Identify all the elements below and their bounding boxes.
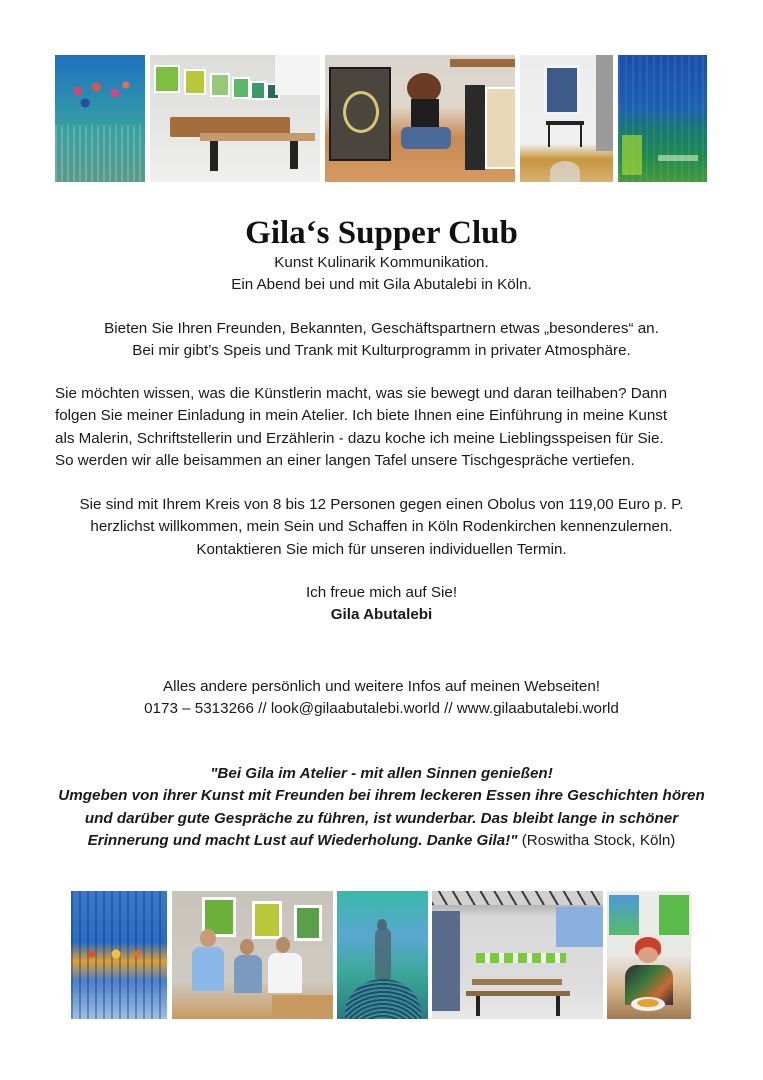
separator: //: [253, 700, 271, 718]
intro-paragraph: [0, 318, 763, 363]
footer-photo-woman-with-drink: [607, 891, 691, 1019]
contact-intro: Alles andere persönlich und weitere Infos auf meinen Webseiten!: [162, 678, 601, 695]
testimonial-line-2: Umgeben von ihrer Kunst mit Freunden bei ihrem leckeren Essen ihre Geschichten hören: [58, 787, 705, 805]
contact-block: [0, 676, 763, 721]
footer-photo-painting-blue-drips: [71, 891, 167, 1019]
footer-photo-painting-figure: [337, 891, 428, 1019]
subtitle-line-2: Ein Abend bei und mit Gila Abutalebi in Köln.: [231, 276, 532, 294]
body-line-4: So werden wir alle beisammen an einer langen Tafel unsere Tischgespräche vertiefen.: [55, 452, 635, 470]
testimonial-attribution: (Roswitha Stock, Köln): [517, 832, 676, 850]
intro-line-1: Bieten Sie Ihren Freunden, Bekannten, Geschäftspartnern etwas „besonderes“ an.: [104, 320, 659, 337]
header-photo-artist-studio: [325, 55, 515, 182]
body-line-3: als Malerin, Schriftstellerin und Erzählerin - dazu koche ich meine Lieblingsspeisen für Sie.: [55, 429, 664, 447]
offer-paragraph: [0, 494, 763, 561]
closing-greeting: Ich freue mich auf Sie!: [305, 584, 458, 601]
subtitle: [0, 252, 763, 297]
subtitle-line-1: Kunst Kulinarik Kommunikation.: [274, 254, 489, 271]
testimonial: [0, 763, 763, 853]
header-photo-room-painting: [520, 55, 613, 182]
footer-photo-guests-at-table: [172, 891, 333, 1019]
contact-details: [0, 698, 763, 720]
body-paragraph: [55, 383, 710, 473]
header-photo-painting-flowers: [55, 55, 145, 182]
body-line-1: Sie möchten wissen, was die Künstlerin macht, was sie bewegt und daran teilhaben? Dann: [55, 385, 668, 402]
footer-photo-loft-dining: [432, 891, 603, 1019]
testimonial-line-3: und darüber gute Gespräche zu führen, ist wunderbar. Das bleibt lange in schöner: [84, 809, 679, 827]
body-line-2: folgen Sie meiner Einladung in mein Atelier. Ich biete Ihnen eine Einführung in meine Kunst: [55, 407, 668, 425]
header-photo-painting-blue-green: [618, 55, 707, 182]
page-title: Gila‘s Supper Club: [245, 215, 518, 251]
header-photo-gallery-dining: [150, 55, 320, 182]
phone-number[interactable]: 0173 – 5313266: [144, 700, 254, 718]
testimonial-line-4: [0, 830, 763, 852]
offer-line-2: herzlichst willkommen, mein Sein und Schaffen in Köln Rodenkirchen kennenzulernen.: [90, 518, 673, 536]
website-link[interactable]: www.gilaabutalebi.world: [456, 700, 619, 718]
signature: Gila Abutalebi: [330, 606, 433, 624]
offer-line-1: Sie sind mit Ihrem Kreis von 8 bis 12 Personen gegen einen Obolus von 119,00 Euro p. P.: [79, 496, 684, 513]
separator: //: [439, 700, 457, 718]
email-link[interactable]: look@gilaabutalebi.world: [270, 700, 440, 718]
testimonial-line-1: "Bei Gila im Atelier - mit allen Sinnen genießen!: [210, 765, 553, 782]
offer-line-3: Kontaktieren Sie mich für unseren individuellen Termin.: [196, 540, 567, 558]
closing: [0, 582, 763, 627]
testimonial-line-4-quote: Erinnerung und macht Lust auf Wiederholung. Danke Gila!": [87, 832, 518, 850]
intro-line-2: Bei mir gibt’s Speis und Trank mit Kulturprogramm in privater Atmosphäre.: [132, 342, 631, 360]
